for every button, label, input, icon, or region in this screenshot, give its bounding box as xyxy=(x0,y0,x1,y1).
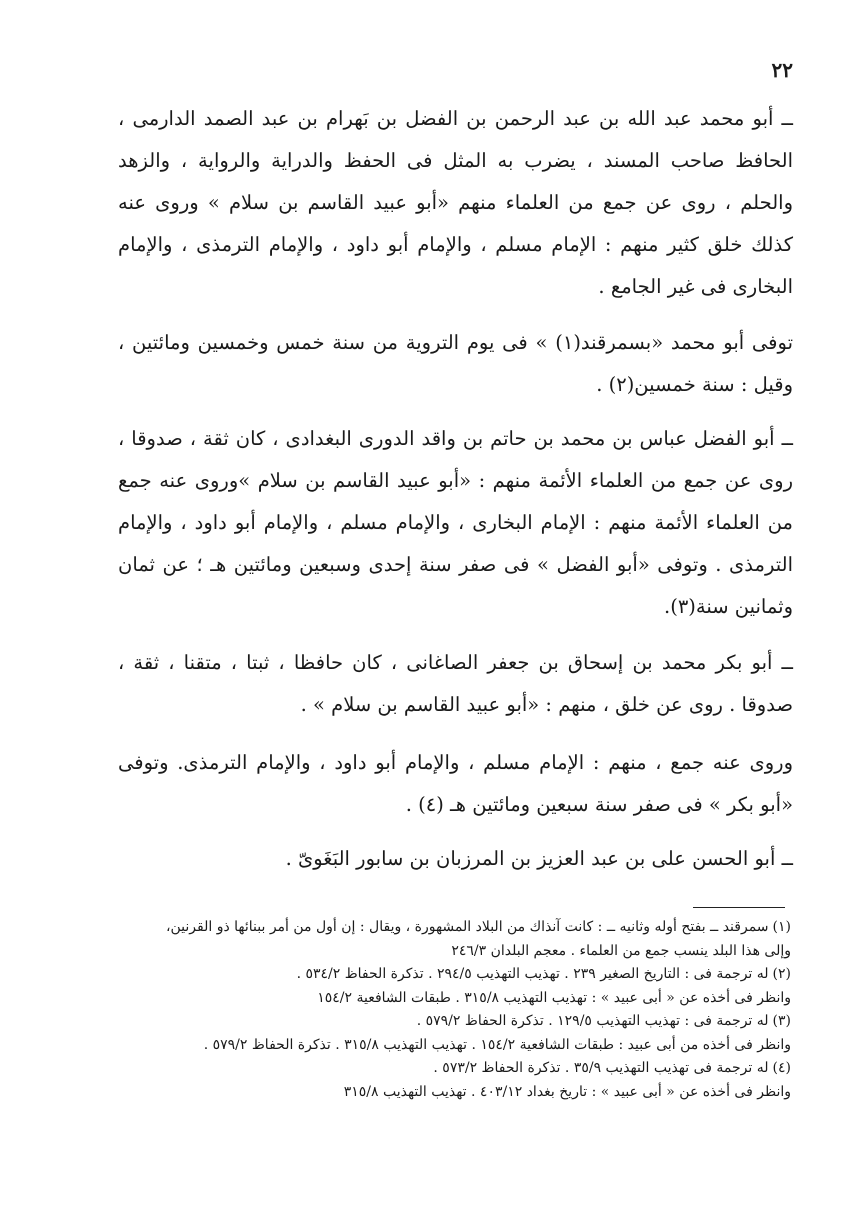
paragraph-saghani-students: وروى عنه جمع ، منهم : الإمام مسلم ، والإمام أبو داود ، والإمام الترمذى. وتوفى «أبو بكر » فى صفر سنة سبعين ومائتين هـ (٤) . xyxy=(118,751,793,816)
footnote-3-number: (٣) xyxy=(772,1013,791,1029)
footnotes xyxy=(115,916,791,1104)
footnote-1-number: (١) xyxy=(772,919,791,935)
paragraph-darimi-death: توفى أبو محمد «بسمرقند(١) » فى يوم التروية من سنة خمس وخمسين ومائتين ، وقيل : سنة خمسين(٢) . xyxy=(118,331,794,396)
footnote-2-number: (٢) xyxy=(772,966,791,982)
footnote-2-line-1 xyxy=(115,963,791,987)
footnote-2-line-2: وانظر فى أخذه عن « أبى عبيد » : تهذيب التهذيب ٣١٥/٨ . طبقات الشافعية ١٥٤/٢ xyxy=(317,989,791,1006)
paragraph-abd-allah-darimi: ــ أبو محمد عبد الله بن عبد الرحمن بن الفضل بن بَهرام بن عبد الصمد الدارمى ، الحافظ صاحب المسند ، يضرب به المثل فى الحفظ والدراية والرواية ، والزهد والحلم ، روى عن جمع من العلماء منهم «أبو عبيد القاسم بن سلام » وروى عنه كذلك خلق كثير منهم : الإمام مسلم ، والإمام أبو داود ، والإمام الترمذى ، والإمام البخارى فى غير الجامع . xyxy=(118,107,793,298)
footnote-4-line-2: وانظر فى أخذه عن « أبى عبيد » : تاريخ بغداد ٤٠٣/١٢ . تهذيب التهذيب ٣١٥/٨ xyxy=(343,1083,791,1100)
footnote-1-line-2: وإلى هذا البلد ينسب جمع من العلماء . معجم البلدان ٢٤٦/٣ xyxy=(451,942,791,959)
page-number: ٢٢ xyxy=(771,58,793,82)
footnote-2-text-1: له ترجمة فى : التاريخ الصغير ٢٣٩ . تهذيب التهذيب ٢٩٤/٥ . تذكرة الحفاظ ٥٣٤/٢ . xyxy=(296,966,769,982)
footnote-4-number: (٤) xyxy=(772,1060,791,1076)
footnote-1-line-1 xyxy=(115,916,791,940)
footnote-3-text-1: له ترجمة فى : تهذيب التهذيب ١٢٩/٥ . تذكرة الحفاظ ٥٧٩/٢ . xyxy=(416,1013,769,1029)
footnote-4-line-1 xyxy=(115,1057,791,1081)
paragraph-baghawi: ــ أبو الحسن على بن عبد العزيز بن المرزبان بن سابور البَغَوىّ . xyxy=(285,847,793,870)
footnote-separator xyxy=(693,907,785,908)
footnote-3-line-2: وانظر فى أخذه من أبى عبيد : طبقات الشافعية ١٥٤/٢ . تهذيب التهذيب ٣١٥/٨ . تذكرة الحفاظ ٥٧٩/٢ . xyxy=(203,1036,791,1053)
paragraph-abbas-duri: ــ أبو الفضل عباس بن محمد بن حاتم بن واقد الدورى البغدادى ، كان ثقة ، صدوقا ، روى عن جمع من العلماء الأئمة منهم : «أبو عبيد القاسم بن سلام »وروى عنه جمع من العلماء الأئمة منهم : الإمام البخارى ، والإمام مسلم ، والإمام أبو داود ، والإمام الترمذى . وتوفى «أبو الفضل » فى صفر سنة إحدى وسبعين ومائتين هـ ؛ عن ثمان وثمانين سنة(٣). xyxy=(118,427,793,618)
footnote-1-text-1: سمرقند ــ بفتح أوله وثانيه ــ : كانت آنذاك من البلاد المشهورة ، ويقال : إن أول من أمر ببنائها ذو القرنين، xyxy=(165,919,769,935)
paragraph-saghani: ــ أبو بكر محمد بن إسحاق بن جعفر الصاغانى ، كان حافظا ، ثبتا ، متقنا ، ثقة ، صدوقا . روى عن خلق ، منهم : «أبو عبيد القاسم بن سلام » . xyxy=(118,651,793,716)
footnote-3-line-1 xyxy=(115,1010,791,1034)
footnote-4-text-1: له ترجمة فى تهذيب التهذيب ٣٥/٩ . تذكرة الحفاظ ٥٧٣/٢ . xyxy=(433,1060,769,1076)
